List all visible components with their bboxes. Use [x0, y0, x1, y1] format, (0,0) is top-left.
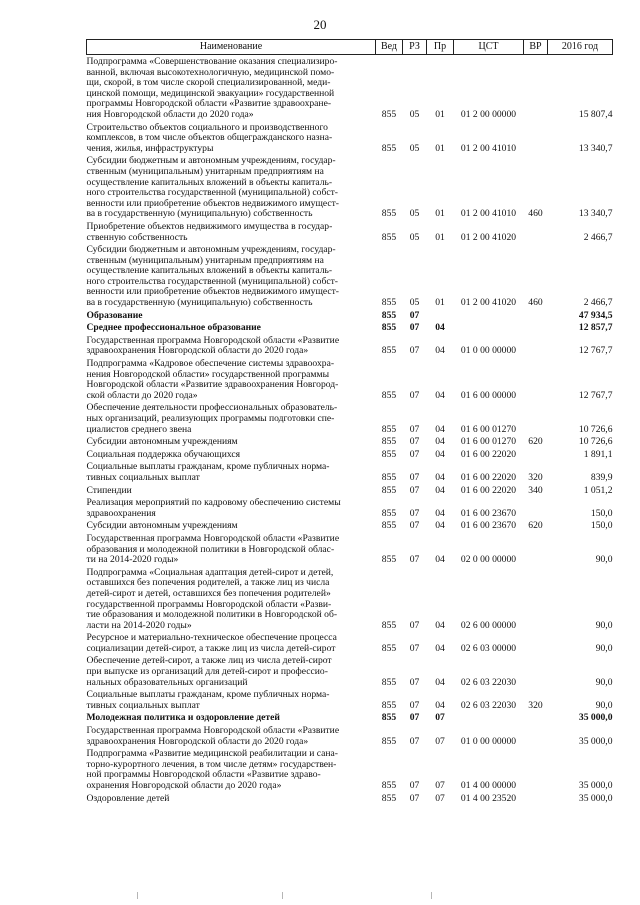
- cell-rz: 07: [409, 780, 420, 791]
- cell-pr: 01: [435, 108, 445, 120]
- cell-vr: 620: [528, 520, 543, 532]
- cell-rz: 07: [409, 471, 420, 483]
- row-name: [87, 496, 376, 519]
- cell-cst: [454, 711, 524, 724]
- cell-cst: 02 6 03 00000: [460, 642, 517, 654]
- row-name-line: ласти на 2014-2020 годы»: [86, 619, 192, 631]
- cell-vr: [524, 747, 548, 791]
- row-name-line: Оздоровление детей: [86, 792, 170, 804]
- cell-pr: 04: [435, 699, 445, 711]
- cell-amount: 35 000,0: [578, 735, 613, 747]
- row-name-line: ственную собственность: [86, 231, 188, 243]
- cell-cst: 01 6 00 22020: [460, 471, 517, 483]
- cell-pr: 04: [435, 322, 445, 334]
- row-name-line: осуществление капитальных вложений в объекты капиталь-: [86, 265, 333, 277]
- cell-rz: 07: [409, 735, 420, 747]
- cell-cst: [454, 309, 524, 322]
- row-name-line: Подпрограмма «Совершенствование оказания специализиро-: [86, 56, 338, 67]
- cell-pr: 01: [435, 142, 445, 154]
- cell-pr: 07: [435, 712, 445, 724]
- cell-ved: 855: [381, 423, 397, 435]
- row-name-line: здравоохранения Новгородской области до 2020 года»: [86, 735, 309, 747]
- row-name: [87, 688, 376, 711]
- row-name-line: Новгородской области «Развитие здравоохранения Новгород-: [86, 379, 339, 391]
- row-name-line: Стипендии: [86, 484, 132, 496]
- row-name-line: ного строительства государственной (муниципальной) собст-: [86, 275, 338, 287]
- row-name: [87, 711, 376, 724]
- cell-rz: 07: [409, 554, 420, 566]
- row-name: [87, 631, 376, 654]
- cell-cst: 01 6 00 22020: [460, 448, 517, 460]
- cell-ved: 855: [381, 735, 397, 747]
- cell-cst: 01 6 00 01270: [460, 436, 517, 448]
- row-name-line: образования и молодежной политики в Новгородской облас-: [86, 543, 335, 555]
- row-name-line: ной программы Новгородской области «Развитие здраво-: [86, 769, 321, 781]
- table-row: [87, 321, 613, 334]
- row-name: [87, 243, 376, 309]
- table-row: [87, 435, 613, 448]
- row-name-line: Субсидии автономным учреждениям: [86, 520, 238, 532]
- row-name-line: ственным (муниципальным) унитарным предприятиям на: [86, 254, 324, 266]
- cell-vr: [524, 724, 548, 747]
- cell-rz: 07: [409, 345, 420, 357]
- table-row: [87, 154, 613, 220]
- row-name-line: нальных образовательных организаций: [86, 676, 248, 688]
- cell-amount: 90,0: [595, 699, 613, 711]
- row-name-line: Реализация мероприятий по кадровому обеспечению системы: [86, 497, 341, 509]
- row-name: [87, 519, 376, 532]
- cell-amount: 2 466,7: [583, 297, 613, 309]
- cell-vr: [524, 631, 548, 654]
- cell-amount: 13 340,7: [578, 208, 613, 220]
- row-name-line: осуществление капитальных вложений в объекты капиталь-: [86, 176, 333, 188]
- cell-vr: [524, 566, 548, 632]
- row-name-line: циалистов среднего звена: [86, 423, 192, 435]
- cell-amount: 2 466,7: [583, 231, 613, 243]
- cell-pr: [427, 309, 454, 322]
- row-name-line: Молодежная политика и оздоровление детей: [86, 712, 280, 724]
- cell-vr: 620: [528, 436, 543, 448]
- cell-vr: 460: [528, 297, 543, 309]
- table-row: [87, 747, 613, 791]
- cell-pr: 04: [435, 484, 445, 496]
- table-row: [87, 688, 613, 711]
- row-name-line: ской области до 2020 года»: [86, 389, 198, 401]
- row-name: [87, 654, 376, 688]
- cell-cst: 01 6 00 01270: [460, 423, 517, 435]
- cell-vr: [524, 711, 548, 724]
- page-number: 20: [313, 17, 327, 32]
- cell-ved: 855: [381, 142, 397, 154]
- cell-vr: 320: [528, 471, 543, 483]
- header-pr: Пр: [427, 40, 454, 55]
- table-row: [87, 519, 613, 532]
- cell-pr: 07: [435, 735, 445, 747]
- row-name-line: ных организаций, реализующих программы подготовки спе-: [86, 413, 335, 424]
- cell-pr: 04: [435, 448, 445, 460]
- cell-pr: 01: [435, 297, 445, 309]
- cell-cst: 01 6 00 00000: [460, 389, 517, 401]
- table-row: [87, 55, 613, 121]
- cell-vr: [524, 496, 548, 519]
- row-name-line: здравоохранения Новгородской области до 2020 года»: [86, 345, 309, 357]
- cell-ved: 855: [381, 322, 397, 334]
- cell-rz: 05: [409, 142, 420, 154]
- cell-amount: 90,0: [595, 619, 613, 631]
- row-name-line: тие образования и молодежной политики в Новгородской об-: [86, 609, 338, 621]
- cell-rz: 05: [409, 231, 420, 243]
- row-name-line: Ресурсное и материально-техническое обеспечение процесса: [86, 632, 337, 644]
- cell-cst: 01 4 00 23520: [460, 792, 517, 804]
- cell-amount: 10 726,6: [578, 436, 613, 448]
- row-name: [87, 724, 376, 747]
- table-row: [87, 357, 613, 401]
- cell-cst: 01 0 00 00000: [460, 345, 517, 357]
- table-row: [87, 711, 613, 724]
- row-name: [87, 566, 376, 632]
- cell-pr: 04: [435, 642, 445, 654]
- row-name: [87, 154, 376, 220]
- row-name-line: нения Новгородской области» государственной программы: [86, 368, 330, 380]
- table-row: [87, 448, 613, 461]
- row-name-line: Субсидии бюджетным и автономным учреждениям, государ-: [86, 155, 336, 167]
- cell-vr: 320: [528, 699, 543, 711]
- row-name: [87, 121, 376, 155]
- cell-cst: 01 2 00 41010: [460, 142, 517, 154]
- row-name-line: Субсидии автономным учреждениям: [86, 436, 238, 448]
- cell-rz: 05: [409, 297, 420, 309]
- cell-vr: [524, 532, 548, 566]
- cell-vr: [524, 448, 548, 461]
- cell-cst: 01 6 00 23670: [460, 507, 517, 519]
- cell-pr: 04: [435, 619, 445, 631]
- cell-vr: [524, 220, 548, 243]
- row-name: [87, 334, 376, 357]
- table-row: [87, 243, 613, 309]
- cell-amount: 12 857,7: [578, 322, 613, 334]
- cell-pr: 04: [435, 554, 445, 566]
- cell-cst: 02 6 03 22030: [460, 676, 517, 688]
- cell-cst: 01 0 00 00000: [460, 735, 517, 747]
- cell-amount: 12 767,7: [578, 389, 613, 401]
- cell-vr: 460: [528, 208, 543, 220]
- cell-amount: 90,0: [595, 642, 613, 654]
- row-name-line: охранения Новгородской области до 2020 года»: [86, 780, 282, 791]
- row-name-line: оставшихся без попечения родителей, а также лиц из числа: [86, 577, 330, 589]
- table-row: [87, 792, 613, 805]
- cell-cst: 01 6 00 23670: [460, 520, 517, 532]
- row-name: [87, 55, 376, 121]
- header-cst: ЦСТ: [454, 40, 524, 55]
- cell-rz: 07: [409, 642, 420, 654]
- row-name-line: Строительство объектов социального и производственного: [86, 121, 328, 133]
- cell-pr: 07: [435, 792, 445, 804]
- row-name-line: Обеспечение детей-сирот, а также лиц из числа детей-сирот: [86, 655, 332, 667]
- table-row: [87, 724, 613, 747]
- cell-amount: 150,0: [590, 507, 613, 519]
- cell-ved: 855: [381, 792, 397, 804]
- row-name-line: Социальная поддержка обучающихся: [86, 448, 241, 460]
- cell-rz: 07: [409, 436, 420, 448]
- row-name: [87, 309, 376, 322]
- cell-rz: 07: [409, 792, 420, 804]
- cell-pr: 01: [435, 231, 445, 243]
- cell-pr: 07: [435, 780, 445, 791]
- cell-rz: 07: [409, 389, 420, 401]
- cell-amount: 1 891,1: [583, 448, 613, 460]
- cell-pr: 04: [435, 471, 445, 483]
- cell-pr: 01: [435, 208, 445, 220]
- row-name: [87, 448, 376, 461]
- cell-amount: 90,0: [595, 676, 613, 688]
- row-name-line: ния Новгородской области до 2020 года»: [86, 108, 254, 120]
- cell-rz: 07: [409, 676, 420, 688]
- cell-cst: 01 2 00 00000: [460, 108, 517, 120]
- table-row: [87, 532, 613, 566]
- cell-cst: 01 6 00 22020: [460, 484, 517, 496]
- row-name: [87, 435, 376, 448]
- row-name-line: ва в государственную (муниципальную) собственность: [86, 297, 313, 309]
- cell-ved: 855: [381, 712, 397, 724]
- cell-amount: 35 000,0: [578, 792, 613, 804]
- row-name-line: Социальные выплаты гражданам, кроме публичных норма-: [86, 461, 330, 473]
- cell-rz: 07: [409, 322, 420, 334]
- cell-vr: [524, 357, 548, 401]
- row-name-line: Социальные выплаты гражданам, кроме публичных норма-: [86, 689, 330, 701]
- row-name: [87, 532, 376, 566]
- cell-cst: 01 2 00 41020: [460, 231, 517, 243]
- cell-cst: 02 6 00 00000: [460, 619, 517, 631]
- cell-amount: 150,0: [590, 520, 613, 532]
- cell-amount: 15 807,4: [578, 108, 613, 120]
- row-name-line: ванной, включая высокотехнологичную, медицинской помо-: [86, 66, 335, 78]
- row-name-line: ти на 2014-2020 годы»: [86, 554, 179, 566]
- table-row: [87, 401, 613, 435]
- header-year: 2016 год: [548, 40, 613, 55]
- cell-ved: 855: [381, 448, 397, 460]
- row-name: [87, 747, 376, 791]
- row-name-line: Подпрограмма «Развитие медицинской реабилитации и сана-: [86, 748, 338, 760]
- cell-vr: [524, 321, 548, 334]
- row-name: [87, 357, 376, 401]
- cell-pr: 04: [435, 345, 445, 357]
- table-row: [87, 220, 613, 243]
- row-name-line: Образование: [86, 309, 143, 321]
- cell-ved: 855: [381, 780, 397, 791]
- cell-rz: 05: [409, 208, 420, 220]
- cell-amount: 35 000,0: [578, 780, 613, 791]
- cell-rz: 07: [409, 507, 420, 519]
- row-name: [87, 460, 376, 483]
- row-name-line: Государственная программа Новгородской области «Развитие: [86, 334, 340, 346]
- table-row: [87, 309, 613, 322]
- row-name-line: Субсидии бюджетным и автономным учреждениям, государ-: [86, 244, 336, 256]
- row-name-line: щи, скорой, в том числе скорой специализированной, меди-: [86, 77, 331, 89]
- table-row: [87, 121, 613, 155]
- row-name-line: при выпуске из организаций для детей-сирот и профессио-: [86, 666, 328, 678]
- cell-ved: 855: [381, 345, 397, 357]
- row-name-line: Приобретение объектов недвижимого имущества в государ-: [86, 220, 333, 232]
- header-rz: РЗ: [403, 40, 427, 55]
- cell-ved: 855: [381, 699, 397, 711]
- cell-vr: [524, 334, 548, 357]
- row-name-line: венности или приобретение объектов недвижимого имущест-: [86, 286, 339, 298]
- cell-pr: 04: [435, 676, 445, 688]
- row-name-line: чения, жилья, инфраструктуры: [86, 142, 214, 154]
- cell-ved: 855: [381, 484, 397, 496]
- cell-cst: [454, 321, 524, 334]
- cell-amount: 47 934,5: [578, 309, 613, 321]
- cell-cst: 01 4 00 00000: [460, 780, 517, 791]
- cell-cst: 01 2 00 41020: [460, 297, 517, 309]
- cell-amount: 13 340,7: [578, 142, 613, 154]
- row-name: [87, 220, 376, 243]
- row-name-line: ного строительства государственной (муниципальной) собст-: [86, 187, 338, 199]
- row-name-line: венности или приобретение объектов недвижимого имущест-: [86, 197, 339, 209]
- cell-rz: 07: [409, 448, 420, 460]
- table-header-row: [87, 40, 613, 55]
- cell-ved: 855: [381, 520, 397, 532]
- cell-cst: 02 0 00 00000: [460, 554, 517, 566]
- cell-cst: 02 6 03 22030: [460, 699, 517, 711]
- cell-ved: 855: [381, 108, 397, 120]
- cell-rz: 05: [409, 108, 420, 120]
- row-name-line: здравоохранения: [86, 507, 156, 519]
- row-name: [87, 401, 376, 435]
- cell-amount: 10 726,6: [578, 423, 613, 435]
- row-name-line: ственным (муниципальным) унитарным предприятиям на: [86, 165, 324, 177]
- row-name-line: ва в государственную (муниципальную) собственность: [86, 208, 313, 220]
- row-name-line: Среднее профессиональное образование: [86, 322, 261, 334]
- table-row: [87, 484, 613, 497]
- row-name-line: тивных социальных выплат: [86, 699, 200, 711]
- cell-vr: [524, 121, 548, 155]
- cell-vr: [524, 55, 548, 121]
- cell-rz: 07: [409, 484, 420, 496]
- row-name-line: Подпрограмма «Кадровое обеспечение системы здравоохра-: [86, 358, 335, 370]
- table-row: [87, 566, 613, 632]
- cell-ved: 855: [381, 309, 397, 321]
- row-name-line: Государственная программа Новгородской области «Развитие: [86, 532, 340, 544]
- cell-ved: 855: [381, 231, 397, 243]
- row-name-line: Подпрограмма «Социальная адаптация детей-сирот и детей,: [86, 566, 334, 578]
- cell-ved: 855: [381, 676, 397, 688]
- header-vr: ВР: [524, 40, 548, 55]
- cell-rz: 07: [409, 699, 420, 711]
- cell-ved: 855: [381, 471, 397, 483]
- cell-pr: 04: [435, 507, 445, 519]
- scan-mark: [282, 892, 283, 899]
- row-name-line: детей-сирот и детей, оставшихся без попечения родителей»: [86, 587, 331, 599]
- table-row: [87, 631, 613, 654]
- cell-rz: 07: [409, 520, 420, 532]
- cell-ved: 855: [381, 507, 397, 519]
- cell-amount: 12 767,7: [578, 345, 613, 357]
- cell-rz: 07: [409, 619, 420, 631]
- row-name-line: комплексов, в том числе объектов общегражданского назна-: [86, 132, 333, 144]
- cell-ved: 855: [381, 642, 397, 654]
- budget-table: [86, 39, 613, 804]
- cell-vr: [524, 309, 548, 322]
- cell-ved: 855: [381, 208, 397, 220]
- cell-amount: 1 051,2: [583, 484, 613, 496]
- row-name-line: Государственная программа Новгородской области «Развитие: [86, 725, 340, 737]
- cell-pr: 04: [435, 520, 445, 532]
- row-name-line: государственной программы Новгородской области «Разви-: [86, 598, 332, 610]
- row-name: [87, 792, 376, 805]
- cell-amount: 35 000,0: [578, 712, 613, 724]
- scan-mark: [431, 892, 432, 899]
- cell-rz: 07: [409, 712, 420, 724]
- cell-vr: [524, 654, 548, 688]
- row-name-line: Обеспечение деятельности профессиональных образователь-: [86, 402, 338, 414]
- row-name: [87, 484, 376, 497]
- cell-ved: 855: [381, 619, 397, 631]
- cell-cst: 01 2 00 41010: [460, 208, 517, 220]
- cell-pr: 04: [435, 436, 445, 448]
- table-row: [87, 460, 613, 483]
- cell-ved: 855: [381, 554, 397, 566]
- cell-pr: 04: [435, 423, 445, 435]
- cell-ved: 855: [381, 436, 397, 448]
- row-name-line: тивных социальных выплат: [86, 471, 200, 483]
- cell-vr: [524, 401, 548, 435]
- cell-amount: 90,0: [595, 554, 613, 566]
- table-row: [87, 496, 613, 519]
- table-row: [87, 654, 613, 688]
- cell-rz: 07: [409, 423, 420, 435]
- cell-vr: [524, 792, 548, 805]
- row-name: [87, 321, 376, 334]
- cell-ved: 855: [381, 297, 397, 309]
- cell-vr: 340: [528, 484, 543, 496]
- table-row: [87, 334, 613, 357]
- header-name: Наименование: [87, 40, 376, 55]
- row-name-line: цинской помощи, медицинской эвакуации» государственной: [86, 87, 335, 99]
- row-name-line: программы Новгородской области «Развитие здравоохране-: [86, 98, 332, 110]
- header-ved: Вед: [376, 40, 403, 55]
- row-name-line: социализации детей-сирот, а также лиц из числа детей-сирот: [86, 642, 336, 654]
- scan-mark: [137, 892, 138, 899]
- cell-ved: 855: [381, 389, 397, 401]
- row-name-line: торно-курортного лечения, в том числе детям» государствен-: [86, 758, 337, 770]
- cell-rz: 07: [409, 309, 420, 321]
- cell-amount: 839,9: [590, 471, 613, 483]
- cell-pr: 04: [435, 389, 445, 401]
